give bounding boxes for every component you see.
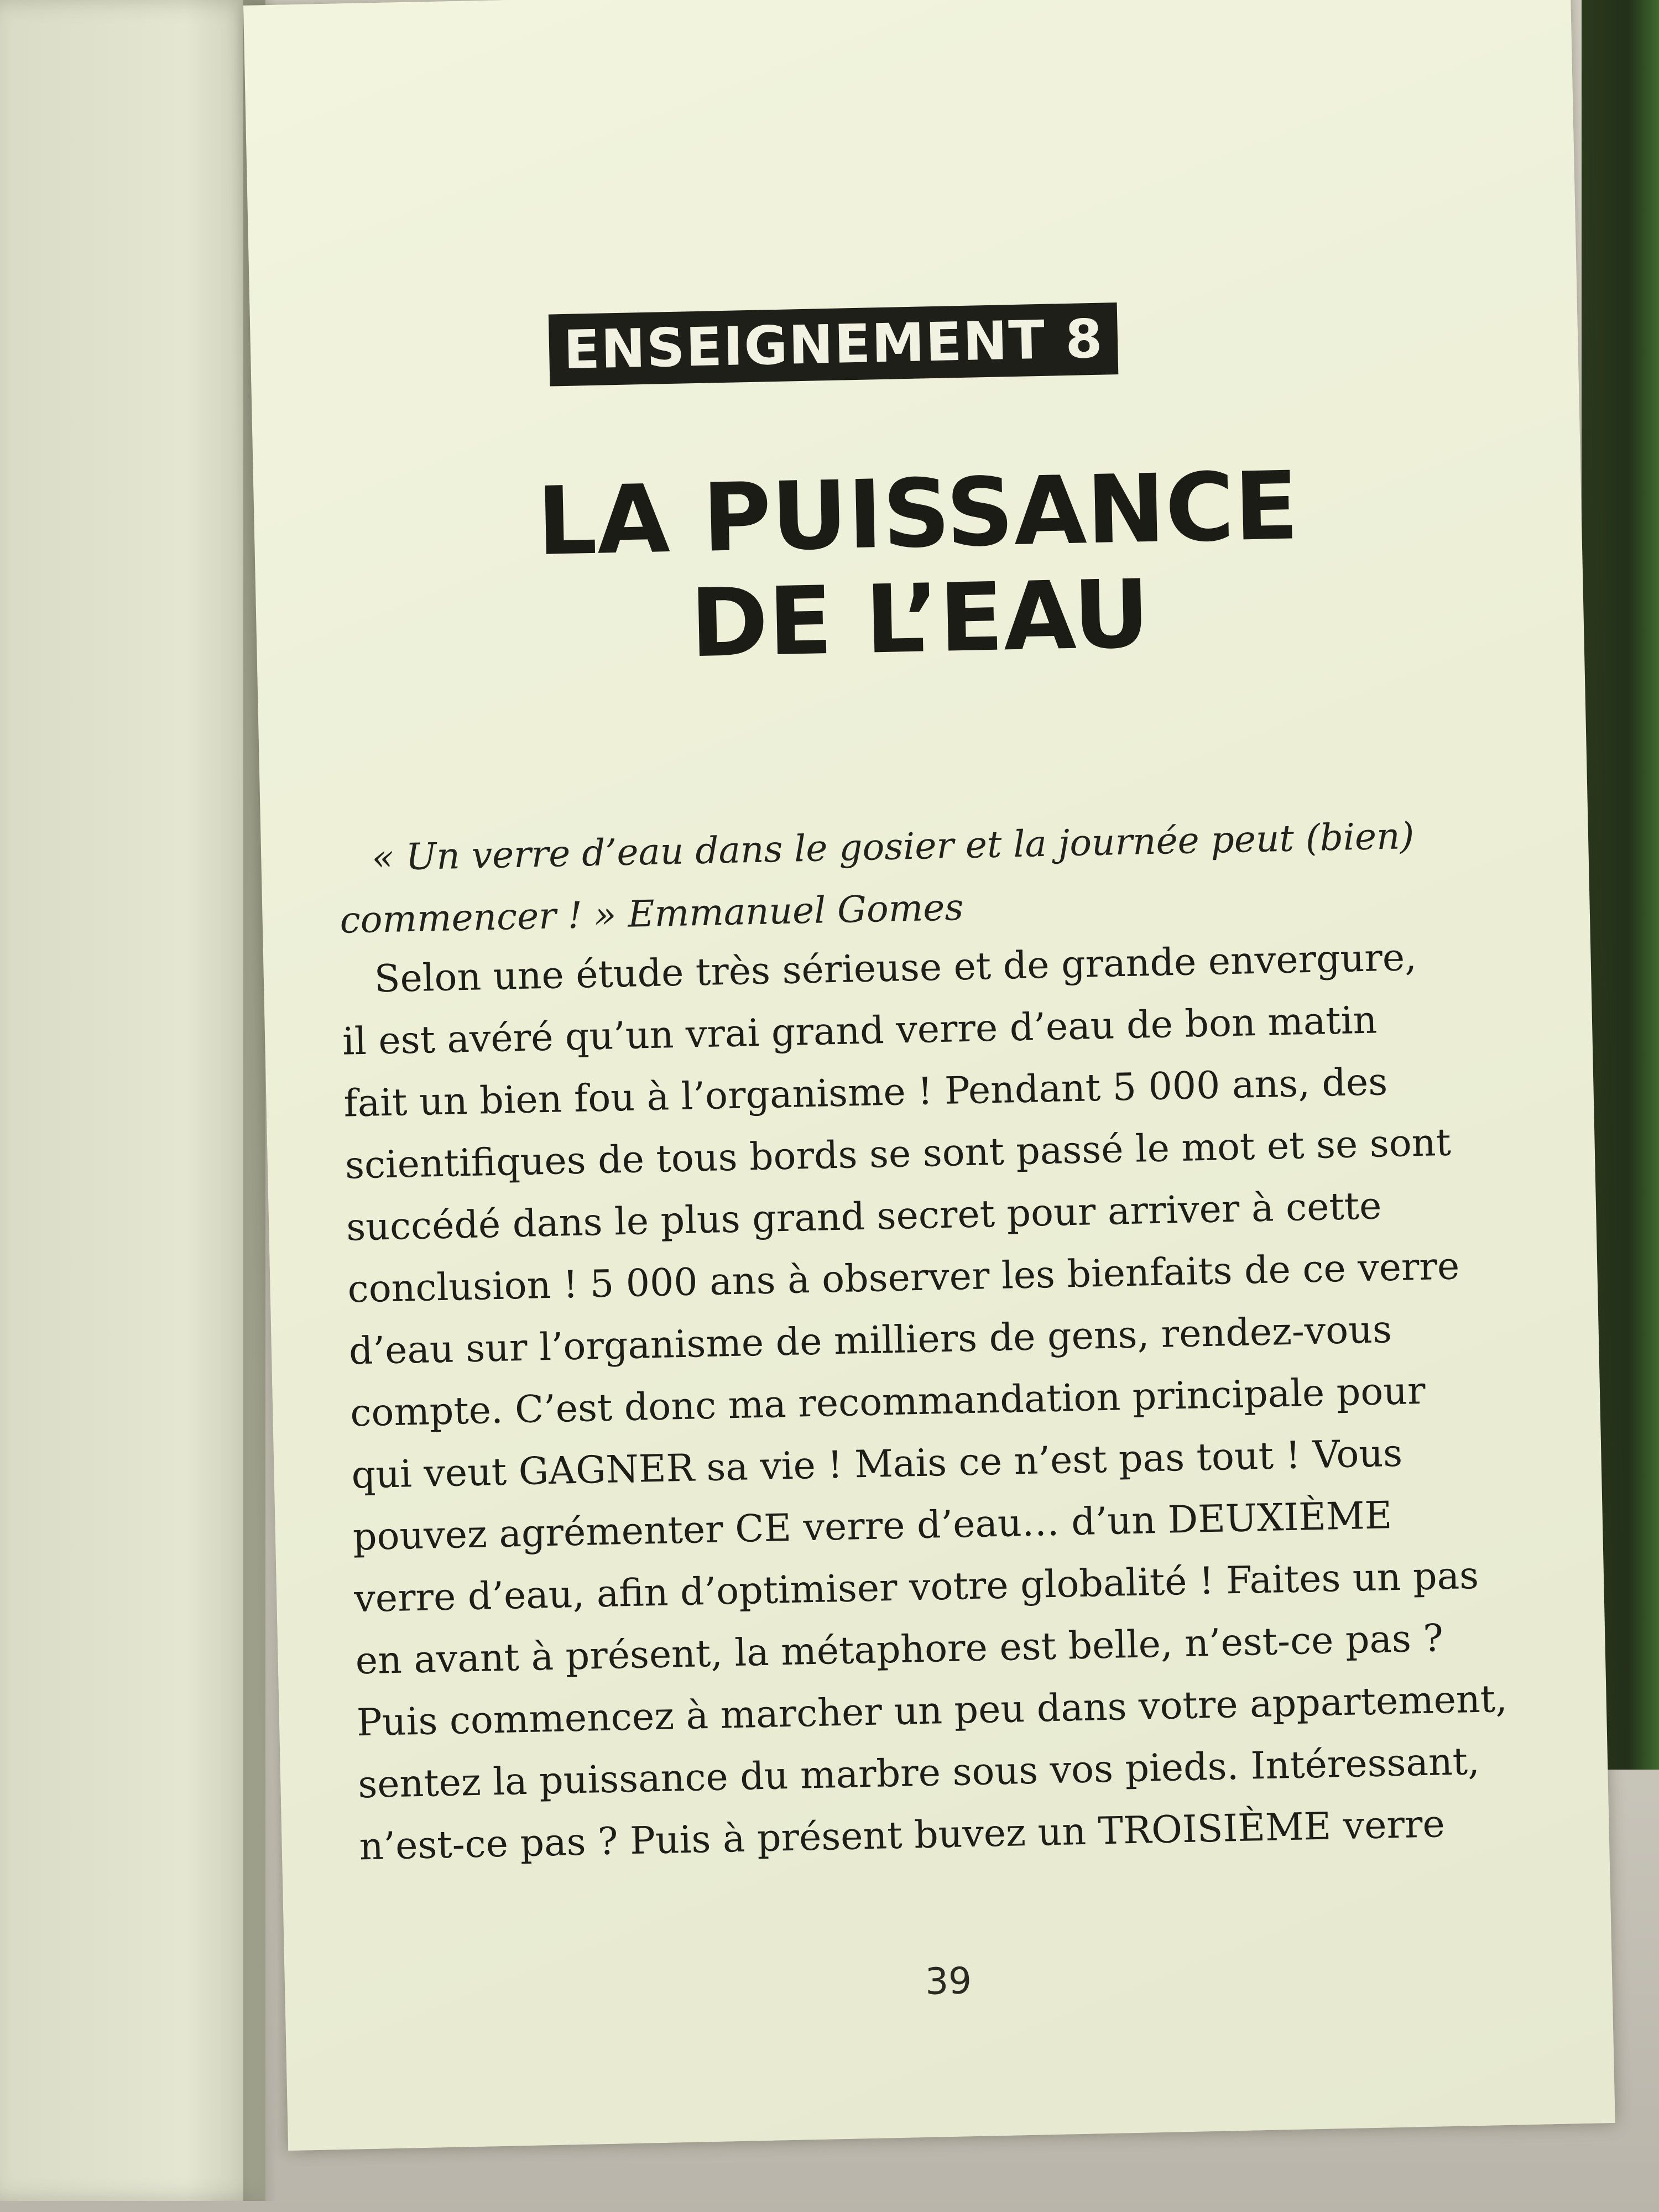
chapter-title-line-2: DE L’EAU <box>689 559 1151 679</box>
body-line: conclusion ! 5 000 ans à observer les bienfaits de ce verre <box>347 1244 1460 1312</box>
page-number: 39 <box>925 1959 972 2003</box>
body-line: verre d’eau, afin d’optimiser votre globalité ! Faites un pas <box>353 1553 1479 1621</box>
body-line: sentez la puissance du marbre sous vos pieds. Intéressant, <box>357 1739 1480 1807</box>
body-line: il est avéré qu’un vrai grand verre d’eau de bon matin <box>342 998 1378 1064</box>
body-line: compte. C’est donc ma recommandation principale pour <box>349 1369 1426 1436</box>
quote-line: « Un verre d’eau dans le gosier et la journée peut (bien) <box>371 814 1415 879</box>
chapter-title-line-1: LA PUISSANCE <box>536 451 1300 577</box>
quote-line: commencer ! » Emmanuel Gomes <box>339 886 964 942</box>
body-line: n’est-ce pas ? Puis à présent buvez un TROISIÈME verre <box>358 1802 1446 1869</box>
body-line: scientifiques de tous bords se sont passé le mot et se sont <box>345 1120 1452 1188</box>
chapter-title <box>253 448 1584 686</box>
body-line: d’eau sur l’organisme de milliers de gens, rendez-vous <box>348 1308 1392 1374</box>
chapter-label: ENSEIGNEMENT 8 <box>549 302 1119 387</box>
body-line: en avant à présent, la métaphore est belle, n’est-ce pas ? <box>354 1616 1444 1683</box>
body-line: succédé dans le plus grand secret pour arriver à cette <box>346 1184 1383 1250</box>
body-line: qui veut GAGNER sa vie ! Mais ce n’est pas tout ! Vous <box>351 1431 1403 1498</box>
body-line: pouvez agrémenter CE verre d’eau… d’un DEUXIÈME <box>352 1494 1392 1559</box>
left-page <box>0 0 265 2201</box>
body-text <box>341 923 1610 1878</box>
body-line: fait un bien fou à l’organisme ! Pendant 5 000 ans, des <box>343 1060 1388 1126</box>
body-line: Selon une étude très sérieuse et de grande envergure, <box>374 935 1417 1001</box>
body-line: Puis commencez à marcher un peu dans votre appartement, <box>356 1677 1508 1745</box>
right-page <box>243 0 1615 2151</box>
